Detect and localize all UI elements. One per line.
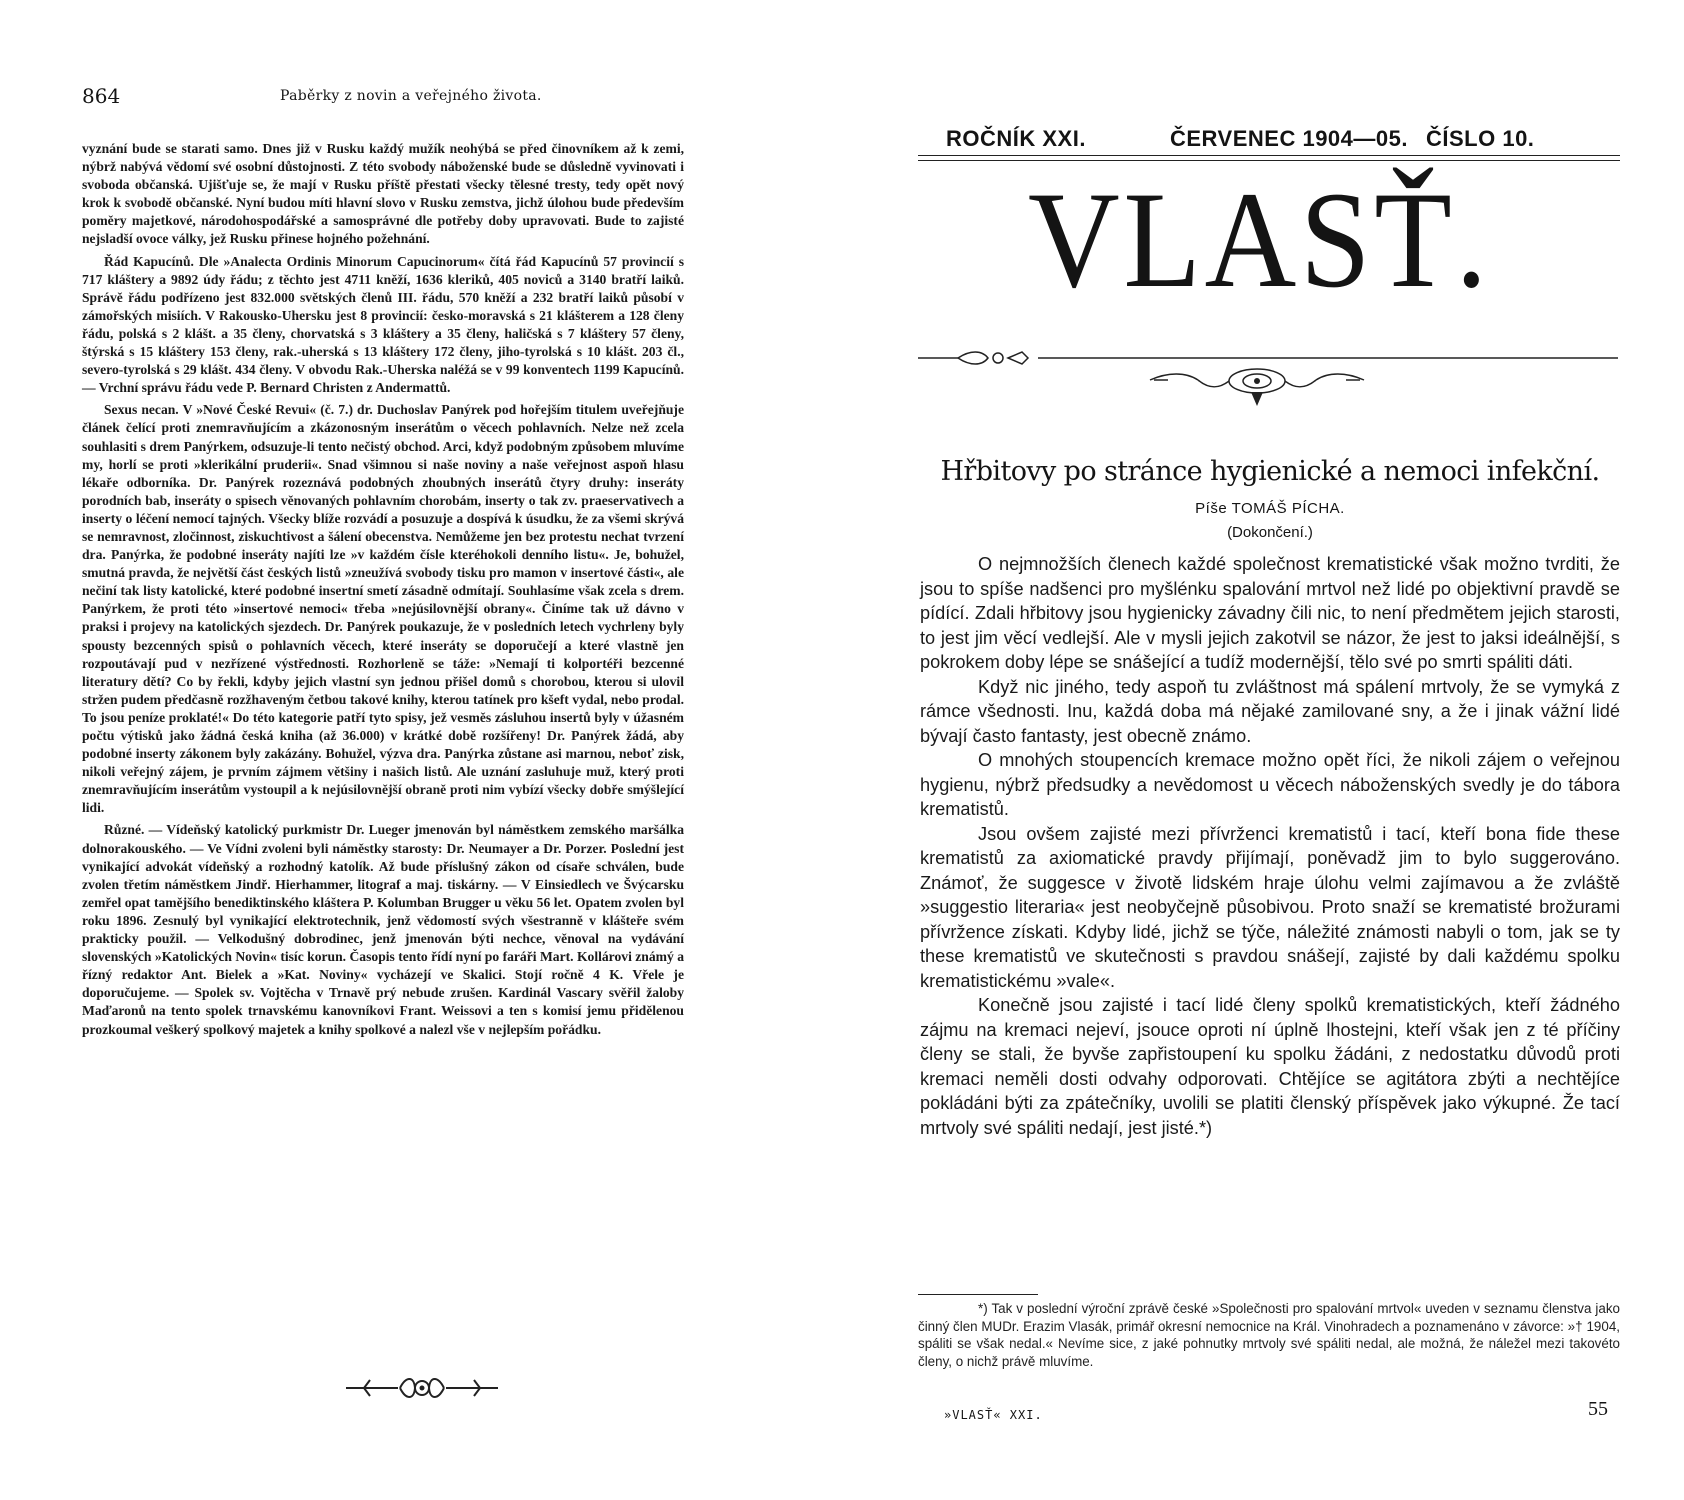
article-paragraph: O mnohých stoupencích kremace možno opět říci, že nikoli zájem o veřejnou hygienu, nýbrž předsudky a nevědomost u věcech náboženských svedly je do tábora krematistů. — [920, 750, 1620, 819]
masthead-volume: ROČNÍK XXI. — [946, 126, 1086, 151]
journal-title: VLASŤ. — [1028, 163, 1491, 316]
article-paragraph: Jsou ovšem zajisté mezi přívrženci krematistů i tací, kteří bona fide these krematistů za axiomatické pravdy přijímají, poněvadž jim to bylo suggerováno. Známoť, že suggesce v životě lidském hraje úlohu velmi zajímavou a že zvláště »suggestio literaria« jest neobyčejně působivou. Proto snaží se krematisté brožurami přívržence získati. Kdyby lidé, jichž se týče, náležité známosti nabyli o tom, jak se ty these krematistů ve skutečnosti s pravdou snášejí, zajisté by dali každému spolku krematistickému »vale«. — [920, 823, 1620, 991]
article-paragraph: Když nic jiného, tedy aspoň tu zvláštnost má spálení mrtvoly, že se vymyká z rámce všednosti. Inu, každá doba má nějaké zamilované sny, a že i jinak vážní lidé bývají často fantasty, jest obecně známo. — [920, 676, 1620, 746]
section-text: — Vídeňský katolický purkmistr Dr. Lueger jmenován byl náměstkem zemského maršálka dolnorakouského. — Ve Vídni zvoleni byli náměstky starosty: Dr. Neumayer a Dr. Porzer. Poslední jest vynikající advokát vídeňský a rozhodný katolík. Až bude příslušný zákon od císaře schválen, bude zvolen třetím náměstkem Jindř. Hierhammer, litograf a maj. tiskárny. — V Einsiedlech ve Švýcarsku zemřel opat tamějšího benediktinského kláštera P. Kolumban Brugger u věku 56 let. Opatem zvolen byl roku 1896. Zesnulý byl vynikající elektrotechnik, jenž vědomostí svých všestranně v klášteře svém prakticky použil. — Velkodušný dobrodinec, jenž jmenován býti nechce, věnoval na vydávání slovenských »Katolických Novin« tisíc korun. Časopis tento řídí nyní po faráři Mart. Kollárovi známý a řízný redaktor Ant. Bielek a »Kat. Noviny« vycházejí ve Skalici. Stojí ročně 4 K. Vřele je doporučujeme. — Spolek sv. Vojtěcha v Trnavě prý nebude zrušen. Kardinál Vascary svěřil žaloby Maďaronů na tento spolek trnavskému kanovníkovi Frant. Weissovi a ten s komisí jemu přidělenou prozkoumal veškerý spolkový majetek a knihy spolkové a nalezl vše v nejlepším pořádku. — [82, 822, 684, 1037]
masthead-issue: ČÍSLO 10. — [1426, 126, 1535, 151]
footnote-rule — [918, 1294, 1038, 1295]
article-author: Píše TOMÁŠ PÍCHA. — [1195, 500, 1345, 517]
section-text: V »Nové České Revui« (č. 7.) dr. Duchoslav Panýrek pod hořejším titulem uveřejňuje článek čelící proti znemravňujícím a zkázonosným inserátům o věcech pohlavních. Nelze než zcela souhlasiti s drem Panýrkem, odsuzuje-li tento nečistý obchod. Arci, když podobným způsobem mluvíme my, horlí se proti »klerikální pruderii«. Snad všimnou si naše noviny a naše veřejnost aspoň hlasu lékaře odborníka. Dr. Panýrek rozeznává podobných zhoubných inserátů čtyry druhy: inseráty porodních bab, inseráty o spisech věnovaných pohlavním chorobám, inserty o tak zv. praeservativech a inserty o léčení nemocí tajných. Všecky blíže rozvádí a posuzuje a dospívá k úsudku, že za všemi skrývá se nemravnost, zločinnost, ziskuchtivost a šálení obecenstva. Nemůžeme jen bez protestu nechat tvrzení dra. Panýrka, že podobné inseráty najíti lze »v každém čísle kteréhokoli denního listu«. Je, bohužel, smutná pravda, že největší část českých listů »zneužívá svobody tisku pro mamon v insertové části«, ale nečiní tak listy katolické, které podobné insertní smetí zásadně odmítají. Souhlasíme však zcela s drem. Panýrkem, že proti této »insertové nemoci« třeba »nejúsilovnější obrany«. Činíme tak už dávno v praksi i projevy na katolických sjezdech. Dr. Panýrek poukazuje, že v posledních letech vychrleny byly spousty bezcenných spisů o pohlavních věcech, které inseráty se doporučejí a které vlastně jen rozpoutávají pud v nezřízené výstřednosti. Rozhorleně se táže: »Nemají ti kolportéři bezcenné literatury dětí? Co by řekli, kdyby jejich vlastní syn jednou přišel domů s chorobou, kterou si ulovil stržen pudem předčasně rozžhaveným četbou takové knihy, kterou tatínek pro kšeft vydal, nebo prodal. To jsou peníze proklaté!« Do této kategorie patří tyto spisy, jež vesměs zásluhou insertů byly v úžasném počtu výtisků jako žádná česká kniha (až 36.000) v krátké době rozšířeny! Dr. Panýrek žádá, aby podobné inserty zákonem byly zakázány. Bohužel, výzva dra. Panýrka zůstane asi marnou, neboť zisk, nikoli veřejný zájem, je prvním zájmem většiny i našich listů. Ale uznání zasluhuje muž, který proti znemravňujícím inserátům vystoupil a k nejúsilovnější obraně proti nim vybízí všecky dobře smýšlející lidi. — [82, 402, 684, 816]
section-title: Různé. — [104, 822, 145, 838]
masthead-rule — [918, 155, 1620, 161]
article-title: Hřbitovy po stránce hygienické a nemoci infekční. — [940, 456, 1600, 487]
section-title: Řád Kapucínů. — [104, 253, 194, 269]
masthead — [902, 118, 1535, 151]
title-ornament-icon — [918, 350, 1618, 410]
article-continuation: (Dokončení.) — [1227, 524, 1313, 541]
article-paragraph: Konečně jsou zajisté i tací lidé členy spolků krematistických, kteří žádného zájmu na kremaci nejeví, jsouce oproti ní úplně lhostejni, kteří však jen z té příčiny členy se stali, že byvše zapřistoupení ku spolku žádáni, z nedostatku důvodů proti kremaci neměli dosti odvahy odporovati. Chtějíce se agitátora zbýti a nechtějíce pokládáni býti za zpátečníky, uvolili se platiti členský příspěvek jako výkupné. Že tací mrtvoly své spáliti nedají, jest jisté.*) — [920, 995, 1620, 1138]
section-text: Dle »Analecta Ordinis Minorum Capucinorum« čítá řád Kapucínů 57 provincií s 717 kláštery a 9892 údy řádu; z těchto jest 4711 kněží, 1636 kleriků, 405 noviců a 3140 bratří laiků. Správě řádu podřízeno jest 832.000 světských členů III. řádu, 570 kněží a 232 bratří laiků působí v zámořských misiích. V Rakousko-Uhersku jest 8 provincií: česko-moravská s 21 klášterem a 128 členy řádu, polská s 2 klášt. a 35 členy, chorvatská s 3 kláštery a 35 členy, haličská s 7 kláštery 57 členy, štýrská s 15 kláštery 153 členy, rak.-uherská s 13 kláštery 172 členy, jiho-tyrolská s 10 klášt. 203 čl., severo-tyrolská s 29 klášt. 434 členy. V obvodu Rak.-Uherska naléžá se v 99 konventech 1199 Kapucínů. — Vrchní správu řádu vede P. Bernard Christen z Andermattů. — [82, 253, 684, 396]
page-number-left: 864 — [82, 84, 121, 108]
opening-paragraph: vyznání bude se starati samo. Dnes již v Rusku každý mužík neohýbá se před činovníkem až k zemi, nýbrž nabývá vědomí své osobní důstojnosti. Z této svobody náboženské bude se důsledně vyvinovati i svoboda občanská. Ujišťuje se, že mají v Rusku příště přestati všecky tělesné tresty, tedy opět nový krok k svobodě občanské. Nyní budou míti hlavní slovo v Rusku zemstva, jichž úlohou bude především poměry majetkové, národohospodářské a samosprávné dle potřeby doby upravovati. Bude to zajisté nejsladší ovoce války, jež Rusku přinese hojného požehnání. — [82, 141, 684, 247]
article-body — [920, 552, 1620, 1140]
section-title: Sexus necan. — [104, 402, 179, 418]
running-title: Paběrky z novin a veřejného života. — [280, 88, 542, 104]
footnote: *) Tak v poslední výroční zprávě české »Společnosti pro spalování mrtvol« uveden v seznamu členstva jako činný člen MUDr. Erazim Vlasák, primář okresní nemocnice na Král. Vinohradech a poznamenáno v závorce: »† 1904, spáliti se však nedal.« Nevíme sice, z jaké pohnutky mrtvoly své spáliti nedal, ale možná, že náležel mezi takovéto členy, o nichž právě mluvíme. — [918, 1301, 1620, 1369]
signature-mark: »VLASŤ« XXI. — [944, 1408, 1043, 1422]
article-paragraph: O nejmnožších členech každé společnost krematistické však možno tvrditi, že jsou to spíše nadšenci pro myšlénku spalování mrtvol než lidé po objektivní pravdě se pídící. Zdali hřbitovy jsou hygienicky závadny čili nic, to není předmětem jejich starosti, to jest jim věcí vedlejší. Ale v mysli jejich zakotvil se názor, že jest to jaksi ideálnější, s pokrokem doby lépe se snášející a tudíž modernější, tělo své po smrti spáliti dáti. — [920, 554, 1620, 672]
masthead-date: ČERVENEC 1904—05. — [1170, 126, 1408, 151]
page-number-right: 55 — [1588, 1398, 1608, 1420]
